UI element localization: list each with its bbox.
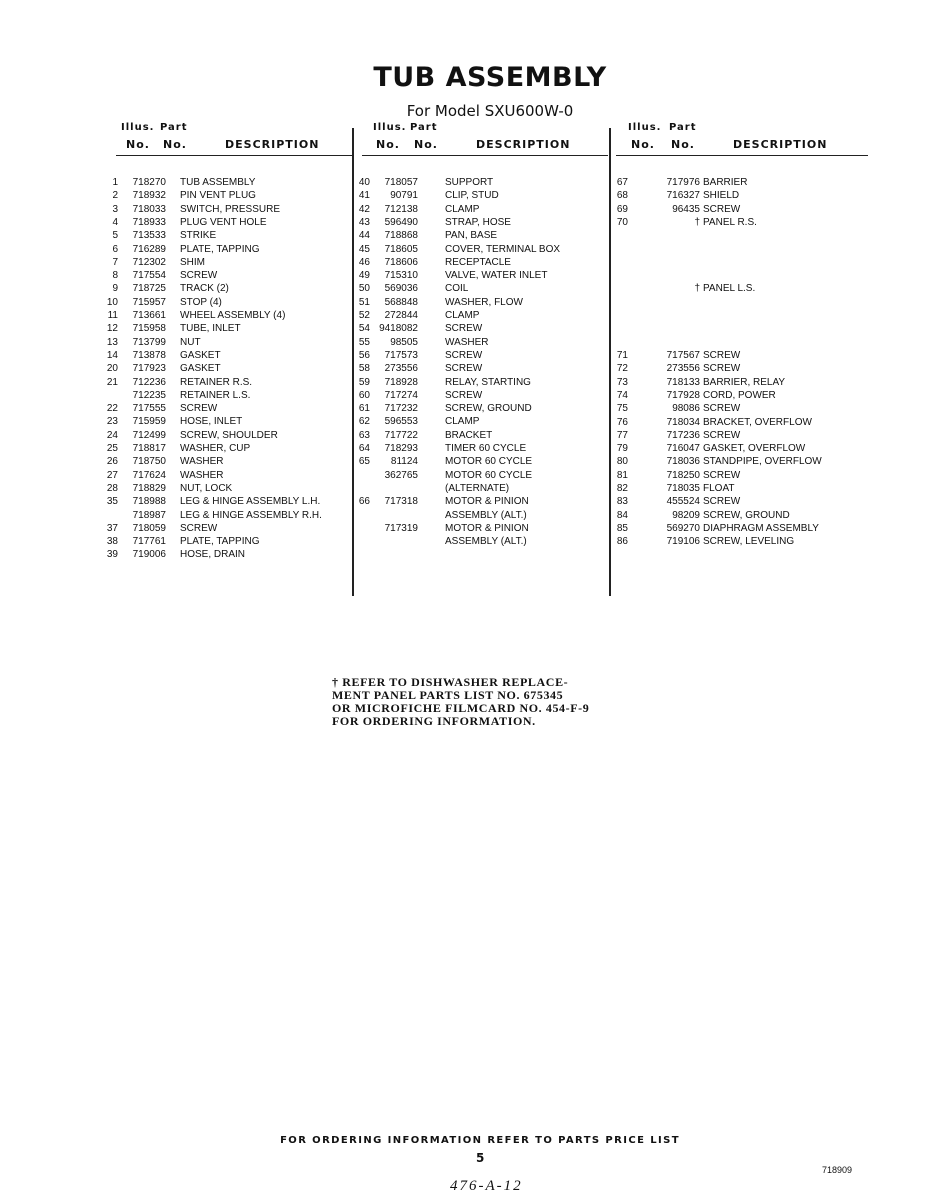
part-number: 716047 [666, 443, 700, 455]
part-number: 712236 [132, 376, 166, 388]
footnote-line: MENT PANEL PARTS LIST NO. 675345 [332, 688, 564, 702]
part-description: TRACK (2) [180, 283, 229, 295]
illus-number: 72 [616, 363, 628, 375]
illus-number: 26 [106, 456, 118, 468]
part-description: RETAINER R.S. [180, 376, 253, 388]
illus-number: 40 [358, 177, 370, 188]
part-number: 718928 [384, 376, 418, 388]
part-description: DIAPHRAGM ASSEMBLY [703, 522, 819, 534]
illus-number: 24 [106, 429, 118, 441]
illus-number: 3 [112, 203, 118, 215]
part-description: NUT, LOCK [180, 482, 233, 494]
part-number: 715959 [132, 416, 166, 428]
illus-number: 77 [616, 429, 628, 441]
part-description: WHEEL ASSEMBLY (4) [180, 310, 286, 321]
part-description: SCREW, SHOULDER [180, 429, 278, 441]
part-number: 712302 [132, 256, 166, 268]
illus-number: 41 [358, 190, 370, 202]
part-description: FLOAT [703, 483, 735, 494]
header-part: Part [669, 122, 697, 133]
illus-number: 42 [358, 203, 370, 215]
part-description: SCREW, GROUND [445, 403, 532, 415]
part-number: 98505 [390, 336, 418, 348]
illus-number: 35 [106, 496, 118, 508]
part-number: 717555 [132, 403, 166, 415]
part-description: WASHER [180, 469, 224, 481]
part-number: 718036 [666, 456, 700, 468]
illus-number: 69 [616, 203, 628, 215]
part-description: SCREW [180, 403, 218, 415]
part-description: CORD, POWER [703, 389, 776, 401]
part-number: 718933 [132, 216, 166, 228]
ordering-footer: FOR ORDERING INFORMATION REFER TO PARTS PRICE LIST [280, 1135, 680, 1146]
illus-number: 25 [106, 443, 118, 454]
illus-number: 86 [616, 536, 628, 548]
part-description: SHIM [180, 256, 205, 268]
part-number: 717976 [666, 177, 700, 188]
illus-number: 80 [616, 456, 628, 468]
part-number: 718033 [132, 203, 166, 215]
illus-number: 74 [616, 389, 628, 401]
part-number: 717928 [666, 389, 700, 401]
part-description: SCREW [703, 403, 741, 415]
part-description: BARRIER, RELAY [703, 376, 786, 388]
header-no-2: No. [414, 138, 438, 151]
part-description: SCREW [445, 363, 483, 375]
part-description: CLIP, STUD [445, 190, 499, 202]
illus-number: 64 [358, 443, 370, 454]
part-number: 718725 [132, 283, 166, 295]
header-rule [116, 155, 353, 156]
illus-number: 14 [106, 349, 118, 361]
part-number: 718293 [384, 443, 418, 454]
part-description: RECEPTACLE [445, 256, 511, 268]
illus-number: 46 [358, 256, 370, 268]
part-description: CLAMP [445, 310, 480, 321]
illus-number: 58 [358, 363, 370, 375]
part-description: RETAINER L.S. [180, 389, 251, 401]
illus-number: 38 [106, 536, 118, 548]
part-number: 96435 [672, 203, 700, 215]
part-number: 719006 [132, 549, 166, 561]
part-number: 716289 [132, 243, 166, 255]
header-illus: Illus. [628, 122, 662, 133]
illus-number: 73 [616, 376, 628, 388]
illus-number: 62 [358, 416, 370, 428]
part-description: SCREW [445, 323, 483, 335]
part-number: 715958 [132, 323, 166, 335]
part-number: 717319 [384, 522, 418, 534]
part-number: 718133 [666, 376, 700, 388]
illus-number: 83 [616, 496, 628, 508]
part-number: 713878 [132, 349, 166, 361]
part-number: 718250 [666, 469, 700, 481]
part-number: 713799 [132, 336, 166, 348]
part-description: WASHER [445, 336, 489, 348]
part-number: 718750 [132, 456, 166, 468]
part-number: 718605 [384, 243, 418, 255]
part-number: 9418082 [379, 323, 418, 335]
part-description: (ALTERNATE) [445, 482, 510, 494]
page-title: TUB ASSEMBLY [373, 62, 607, 93]
part-description: LEG & HINGE ASSEMBLY L.H. [180, 496, 321, 508]
part-number: 717554 [132, 270, 166, 282]
part-description: SCREW [703, 350, 741, 361]
part-number: 717761 [132, 536, 166, 548]
part-description: PAN, BASE [445, 230, 498, 242]
part-number: 717274 [384, 389, 418, 401]
header-description: DESCRIPTION [225, 138, 320, 151]
header-no: No. [126, 138, 150, 151]
part-description: CLAMP [445, 416, 480, 428]
illus-number: 12 [106, 323, 118, 335]
part-description: BRACKET [445, 429, 493, 441]
part-description: PLATE, TAPPING [180, 536, 260, 548]
part-number: 715957 [132, 296, 166, 308]
footnote-line: † REFER TO DISHWASHER REPLACE- [332, 675, 569, 689]
part-description: BARRIER [703, 177, 748, 188]
illus-number: 51 [358, 296, 370, 308]
illus-number: 84 [616, 509, 628, 521]
part-number: 718829 [132, 482, 166, 494]
part-number: 568848 [384, 296, 418, 308]
part-description: TIMER 60 CYCLE [445, 443, 527, 454]
page-number: 5 [476, 1151, 485, 1165]
part-description: STOP (4) [180, 296, 222, 308]
header-rule [616, 155, 868, 156]
illus-number: 82 [616, 483, 628, 494]
illus-number: 71 [616, 350, 628, 361]
part-description: MOTOR 60 CYCLE [445, 469, 533, 481]
part-description: STRIKE [180, 230, 217, 242]
illus-number: 44 [358, 230, 370, 242]
part-number: 596490 [384, 216, 418, 228]
header-no-2: No. [671, 138, 695, 151]
part-number: 718057 [384, 177, 418, 188]
part-description: MOTOR & PINION [445, 522, 529, 534]
illus-number: 54 [358, 323, 370, 335]
part-description: ASSEMBLY (ALT.) [445, 509, 527, 521]
part-description: GASKET [180, 363, 221, 375]
part-number: 273556 [384, 363, 418, 375]
part-description: SCREW, GROUND [703, 509, 790, 521]
part-description: SHIELD [703, 190, 740, 202]
part-description: SCREW [703, 363, 741, 375]
part-description: SCREW [180, 270, 218, 282]
header-illus: Illus. [121, 122, 155, 133]
document-number: 718909 [822, 1165, 853, 1175]
part-description: SUPPORT [445, 177, 494, 188]
part-description: BRACKET, OVERFLOW [703, 416, 812, 428]
illus-number: 67 [616, 177, 628, 188]
illus-number: 45 [358, 243, 370, 255]
part-number: 362765 [384, 469, 418, 481]
illus-number: 70 [616, 216, 628, 228]
part-description: SCREW [703, 496, 741, 508]
part-number: 718932 [132, 190, 166, 202]
header-part: Part [160, 122, 188, 133]
column-divider-1 [352, 128, 354, 596]
part-description: STANDPIPE, OVERFLOW [703, 456, 822, 468]
part-description: PANEL R.S. [703, 216, 757, 228]
header-part: Part [410, 122, 438, 133]
footnote-line: FOR ORDERING INFORMATION. [332, 714, 536, 728]
illus-number: 60 [358, 389, 370, 401]
part-description: CLAMP [445, 203, 480, 215]
part-number: 596553 [384, 416, 418, 428]
illus-number: 66 [358, 496, 370, 508]
illus-number: 52 [358, 310, 370, 321]
part-description: SCREW, LEVELING [703, 536, 795, 548]
part-description: MOTOR & PINION [445, 496, 529, 508]
footnote-line: OR MICROFICHE FILMCARD NO. 454-F-9 [332, 701, 590, 715]
part-number: 715310 [384, 270, 418, 282]
part-description: SCREW [445, 349, 483, 361]
illus-number: 59 [358, 376, 370, 388]
illus-number: 4 [112, 216, 118, 228]
part-number: 717236 [666, 429, 700, 441]
part-description: SCREW [180, 522, 218, 534]
illus-number: 76 [616, 416, 628, 428]
part-description: MOTOR 60 CYCLE [445, 456, 533, 468]
part-number: 717624 [132, 469, 166, 481]
part-number: 712138 [384, 203, 418, 215]
illus-number: 5 [112, 230, 118, 242]
illus-number: 10 [106, 296, 118, 308]
part-description: HOSE, DRAIN [180, 549, 246, 561]
illus-number: 6 [112, 243, 118, 255]
illus-number: 7 [112, 256, 118, 268]
part-number: 718988 [132, 496, 166, 508]
illus-number: 43 [358, 216, 370, 228]
illus-number: 22 [106, 403, 118, 415]
part-number: 718034 [666, 416, 700, 428]
part-number: 272844 [384, 310, 418, 321]
header-no-2: No. [163, 138, 187, 151]
part-description: ASSEMBLY (ALT.) [445, 536, 527, 548]
illus-number: 75 [616, 403, 628, 415]
header-description: DESCRIPTION [476, 138, 571, 151]
illus-number: 85 [616, 522, 628, 534]
part-description: WASHER [180, 456, 224, 468]
part-number: 717923 [132, 363, 166, 375]
part-number: † [694, 216, 700, 228]
page-subtitle: For Model SXU600W-0 [406, 102, 574, 120]
illus-number: 61 [358, 403, 370, 415]
part-number: 712235 [132, 389, 166, 401]
part-number: 98209 [672, 509, 700, 521]
part-number: 273556 [666, 363, 700, 375]
part-description: VALVE, WATER INLET [445, 270, 548, 282]
illus-number: 20 [106, 363, 118, 375]
part-description: PIN VENT PLUG [180, 190, 256, 202]
part-description: SCREW [703, 203, 741, 215]
illus-number: 13 [106, 336, 118, 348]
part-number: 718868 [384, 230, 418, 242]
part-number: 717573 [384, 349, 418, 361]
part-number: 569270 [666, 522, 700, 534]
handwritten-note: 476-A-12 [450, 1178, 523, 1194]
header-rule [362, 155, 608, 156]
part-number: 718035 [666, 483, 700, 494]
illus-number: 8 [112, 270, 118, 282]
illus-number: 37 [106, 522, 118, 534]
illus-number: 2 [112, 190, 118, 202]
part-number: 717722 [384, 429, 418, 441]
part-number: 717567 [666, 350, 700, 361]
part-description: COIL [445, 283, 469, 295]
illus-number: 28 [106, 482, 118, 494]
illus-number: 49 [358, 270, 370, 282]
part-number: 98086 [672, 403, 700, 415]
part-number: 455524 [666, 496, 700, 508]
part-description: PANEL L.S. [703, 283, 756, 294]
illus-number: 79 [616, 443, 628, 455]
illus-number: 23 [106, 416, 118, 428]
part-description: PLUG VENT HOLE [180, 216, 267, 228]
illus-number: 68 [616, 190, 628, 202]
header-illus: Illus. [373, 122, 407, 133]
part-number: 717232 [384, 403, 418, 415]
part-number: 716327 [666, 190, 700, 202]
part-number: 713661 [132, 310, 166, 321]
part-number: 717318 [384, 496, 418, 508]
part-description: RELAY, STARTING [445, 376, 531, 388]
part-description: LEG & HINGE ASSEMBLY R.H. [180, 509, 322, 521]
part-number: 718987 [132, 509, 166, 521]
part-description: NUT [180, 336, 201, 348]
header-no: No. [631, 138, 655, 151]
part-number: 718817 [132, 443, 166, 454]
illus-number: 55 [358, 336, 370, 348]
part-number: † [694, 283, 700, 294]
illus-number: 81 [616, 469, 628, 481]
part-number: 569036 [384, 283, 418, 295]
part-description: TUBE, INLET [180, 323, 241, 335]
illus-number: 65 [358, 456, 370, 468]
part-description: SCREW [445, 389, 483, 401]
part-description: WASHER, FLOW [445, 296, 523, 308]
header-description: DESCRIPTION [733, 138, 828, 151]
illus-number: 50 [358, 283, 370, 295]
part-number: 718270 [132, 177, 166, 188]
illus-number: 63 [358, 429, 370, 441]
header-no: No. [376, 138, 400, 151]
part-description: TUB ASSEMBLY [180, 177, 256, 188]
part-number: 713533 [132, 230, 166, 242]
part-number: 718606 [384, 256, 418, 268]
part-number: 719106 [666, 536, 700, 548]
illus-number: 11 [107, 310, 118, 321]
illus-number: 9 [112, 283, 118, 295]
part-number: 718059 [132, 522, 166, 534]
illus-number: 39 [106, 549, 118, 561]
part-number: 712499 [132, 429, 166, 441]
part-description: PLATE, TAPPING [180, 243, 260, 255]
column-divider-2 [609, 128, 611, 596]
part-number: 81124 [390, 456, 418, 468]
illus-number: 1 [112, 177, 118, 188]
part-description: SCREW [703, 429, 741, 441]
part-number: 90791 [390, 190, 418, 202]
illus-number: 27 [106, 469, 118, 481]
part-description: COVER, TERMINAL BOX [445, 243, 561, 255]
part-description: HOSE, INLET [180, 416, 243, 428]
part-description: STRAP, HOSE [445, 216, 511, 228]
part-description: GASKET [180, 349, 221, 361]
footnote [332, 676, 632, 728]
part-description: GASKET, OVERFLOW [703, 443, 806, 455]
part-description: WASHER, CUP [180, 443, 251, 454]
illus-number: 21 [106, 376, 118, 388]
illus-number: 56 [358, 349, 370, 361]
part-description: SWITCH, PRESSURE [180, 203, 281, 215]
part-description: SCREW [703, 469, 741, 481]
